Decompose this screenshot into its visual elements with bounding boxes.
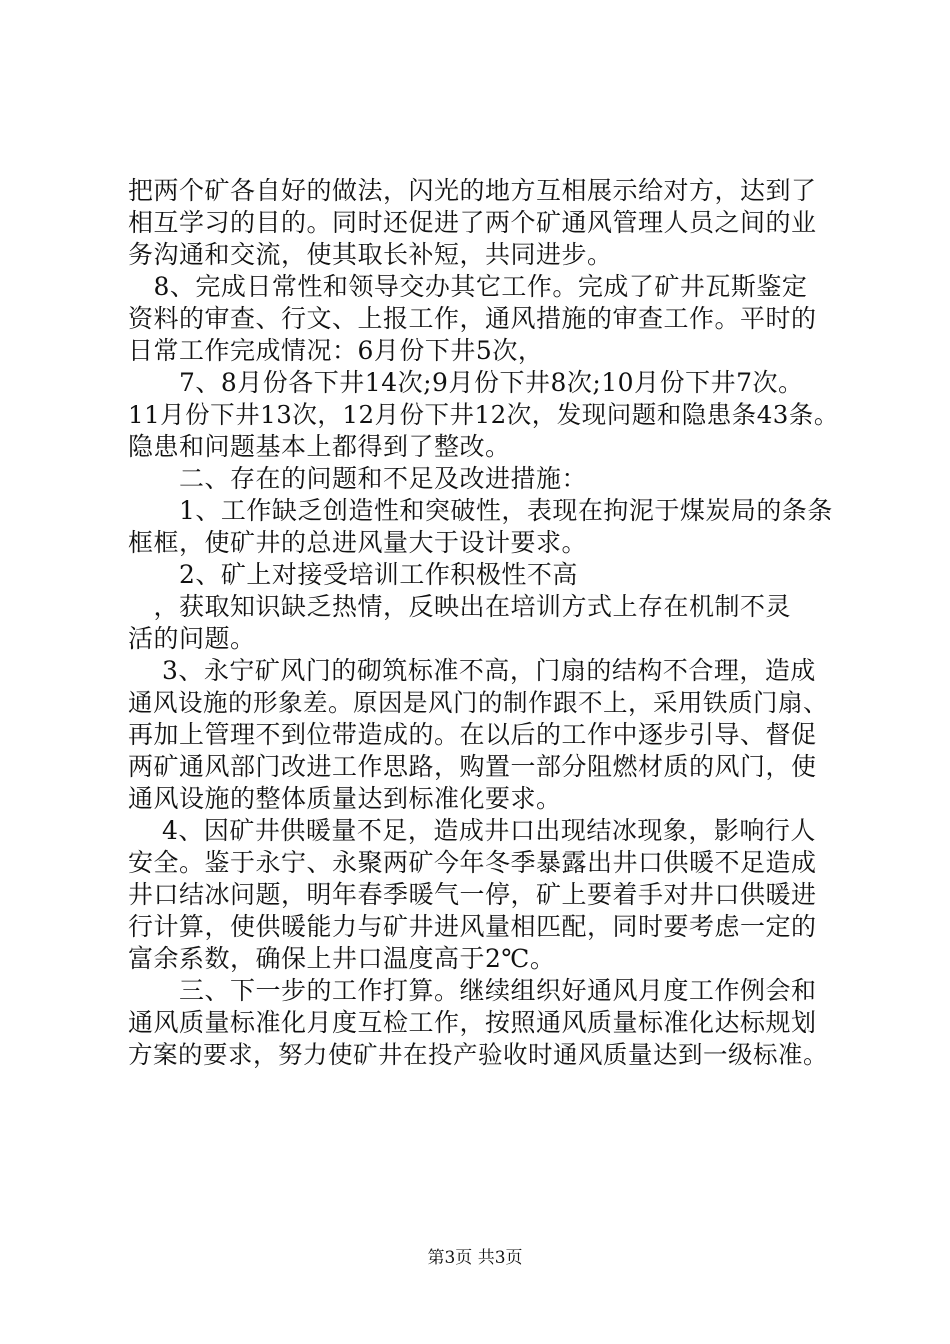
text-line: 安全。鉴于永宁、永聚两矿今年冬季暴露出井口供暖不足造成 [128,848,817,877]
text-line: 通风设施的形象差。原因是风门的制作跟不上，采用铁质门扇、 [128,688,828,717]
text-line: 2、矿上对接受培训工作积极性不高 [128,560,578,589]
text-line: ，获取知识缺乏热情，反映出在培训方式上存在机制不灵 [128,592,792,621]
text-line: 3、永宁矿风门的砌筑标准不高，门扇的结构不合理，造成 [128,656,816,685]
text-line: 相互学习的目的。同时还促进了两个矿通风管理人员之间的业 [128,208,817,237]
text-line: 把两个矿各自好的做法，闪光的地方互相展示给对方，达到了 [128,176,817,205]
text-line: 务沟通和交流，使其取长补短，共同进步。 [128,240,613,269]
text-line: 通风质量标准化月度互检工作，按照通风质量标准化达标规划 [128,1008,817,1037]
text-line: 4、因矿井供暖量不足，造成井口出现结冰现象，影响行人 [128,816,816,845]
text-line: 井口结冰问题，明年春季暖气一停，矿上要着手对井口供暖进 [128,880,817,909]
text-line: 8、完成日常性和领导交办其它工作。完成了矿井瓦斯鉴定 [128,272,808,301]
text-line: 11月份下井13次，12月份下井12次，发现问题和隐患条43条。 [128,400,839,429]
text-line: 1、工作缺乏创造性和突破性，表现在拘泥于煤炭局的条条 [128,496,833,525]
text-line: 方案的要求，努力使矿井在投产验收时通风质量达到一级标准。 [128,1040,828,1069]
text-line: 日常工作完成情况：6月份下井5次， [128,336,544,365]
text-line: 富余系数，确保上井口温度高于2℃。 [128,944,556,973]
page-footer: 第3页 共3页 [427,1248,523,1268]
text-line: 框框，使矿井的总进风量大于设计要求。 [128,528,588,557]
text-line: 通风设施的整体质量达到标准化要求。 [128,784,562,813]
text-line: 资料的审查、行文、上报工作，通风措施的审查工作。平时的 [128,304,817,333]
body-text [128,175,840,1071]
text-line: 7、8月份各下井14次;9月份下井8次;10月份下井7次。 [128,368,804,397]
text-line: 行计算，使供暖能力与矿井进风量相匹配，同时要考虑一定的 [128,912,817,941]
text-line: 两矿通风部门改进工作思路，购置一部分阻燃材质的风门，使 [128,752,817,781]
section-heading: 三、下一步的工作打算。继续组织好通风月度工作例会和 [128,976,817,1005]
text-line: 隐患和问题基本上都得到了整改。 [128,432,511,461]
text-line: 再加上管理不到位带造成的。在以后的工作中逐步引导、督促 [128,720,817,749]
section-heading: 二、存在的问题和不足及改进措施： [128,464,588,493]
text-line: 活的问题。 [128,624,256,653]
